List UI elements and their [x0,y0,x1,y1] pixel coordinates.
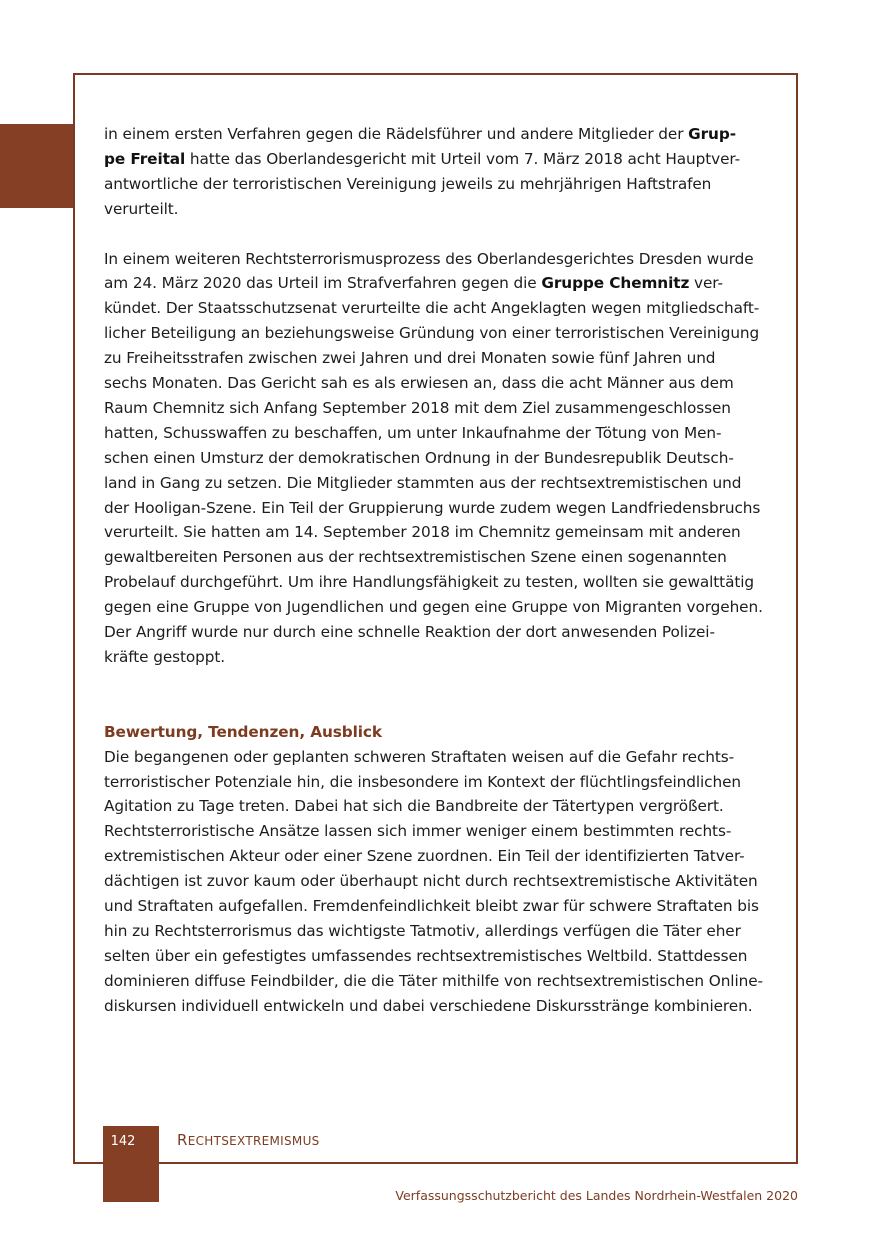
text-line: diskursen individuell entwickeln und dabei verschiedene Diskursstränge kombinieren. [104,996,753,1015]
bold-term: Gruppe Chemnitz [541,274,690,293]
text-line: Rechtsterroristische Ansätze lassen sich immer weniger einem bestimmten rechts- [104,822,732,841]
text-run: ver- [689,274,723,293]
section-gap [104,670,776,720]
text-line: selten über ein gefestigtes umfassendes rechtsextremistisches Weltbild. Stattdessen [104,946,748,965]
text-line: hatten, Schusswaffen zu beschaffen, um unter Inkaufnahme der Tötung von Men- [104,423,722,442]
paragraph-lines [104,745,776,1019]
text-line: Agitation zu Tage treten. Dabei hat sich die Bandbreite der Tätertypen vergrößert. [104,797,724,816]
text-line: schen einen Umsturz der demokratischen Ordnung in der Bundesrepublik Deutsch- [104,448,734,467]
text-line: land in Gang zu setzen. Die Mitglieder stammten aus der rechtsextremistischen und [104,473,742,492]
running-header [177,1131,320,1149]
running-header-rest: ECHTSEXTREMISMUS [187,1134,320,1148]
text-line: kräfte gestoppt. [104,648,226,667]
body-text [104,122,776,1019]
text-line: kündet. Der Staatsschutzsenat verurteilte die acht Angeklagten wegen mitgliedschaft- [104,299,760,318]
text-line: verurteilt. [104,199,179,218]
text-line: der Hooligan-Szene. Ein Teil der Gruppierung wurde zudem wegen Landfriedensbruchs [104,498,761,517]
footer-publication-title: Verfassungsschutzbericht des Landes Nordrhein-Westfalen 2020 [395,1188,798,1203]
text-run: am 24. März 2020 das Urteil im Strafverfahren gegen die [104,274,542,293]
text-run: in einem ersten Verfahren gegen die Rädelsführer und andere Mitglieder der [104,125,689,143]
paragraph-chemnitz [104,247,776,670]
text-line: Der Angriff wurde nur durch eine schnelle Reaktion der dort anwesenden Polizei- [104,623,715,642]
page-number-box [103,1126,159,1202]
text-run: hatte das Oberlandesgericht mit Urteil vom 7. März 2018 acht Hauptver- [185,149,741,168]
text-line: gewaltbereiten Personen aus der rechtsextremistischen Szene einen sogenannten [104,548,727,567]
text-line: und Straftaten aufgefallen. Fremdenfeindlichkeit bleibt zwar für schwere Straftaten bis [104,897,759,916]
text-line: antwortliche der terroristischen Vereinigung jeweils zu mehrjährigen Haftstrafen [104,174,712,193]
paragraph-freital [104,122,776,222]
text-line: gegen eine Gruppe von Jugendlichen und gegen eine Gruppe von Migranten vorgehen. [104,598,763,617]
text-line: Probelauf durchgeführt. Um ihre Handlungsfähigkeit zu testen, wollten sie gewalttätig [104,573,755,592]
text-line: hin zu Rechtsterrorismus das wichtigste Tatmotiv, allerdings verfügen die Täter eher [104,921,741,940]
text-line: zu Freiheitsstrafen zwischen zwei Jahren und drei Monaten sowie fünf Jahren und [104,349,716,368]
page-number: 142 [110,1134,136,1149]
text-line: extremistischen Akteur oder einer Szene zuordnen. Ein Teil der identifizierten Tatver- [104,847,745,866]
text-line: terroristischer Potenziale hin, die insbesondere im Kontext der flüchtlingsfeindlichen [104,772,741,791]
section-bewertung [104,720,776,1019]
text-line: In einem weiteren Rechtsterrorismusprozess des Oberlandesgerichtes Dresden wurde [104,249,754,268]
chapter-side-tab [0,124,73,208]
text-line: Raum Chemnitz sich Anfang September 2018 mit dem Ziel zusammengeschlossen [104,398,731,417]
paragraph-lines [104,296,776,670]
bold-term: pe Freital [104,149,186,168]
text-line: Die begangenen oder geplanten schweren Straftaten weisen auf die Gefahr rechts- [104,747,735,766]
running-header-initial: R [177,1131,188,1149]
text-line: licher Beteiligung an beziehungsweise Gründung von einer terroristischen Vereinigung [104,324,760,343]
bold-term: Grup- [688,125,736,143]
paragraph-gap [104,222,776,247]
section-heading: Bewertung, Tendenzen, Ausblick [104,722,382,741]
text-line: dominieren diffuse Feindbilder, die die Täter mithilfe von rechtsextremistischen Online- [104,971,763,990]
text-line: sechs Monaten. Das Gericht sah es als erwiesen an, dass die acht Männer aus dem [104,374,734,393]
text-line: verurteilt. Sie hatten am 14. September 2018 im Chemnitz gemeinsam mit anderen [104,523,741,542]
text-line: dächtigen ist zuvor kaum oder überhaupt nicht durch rechtsextremistische Aktivitäten [104,872,758,891]
